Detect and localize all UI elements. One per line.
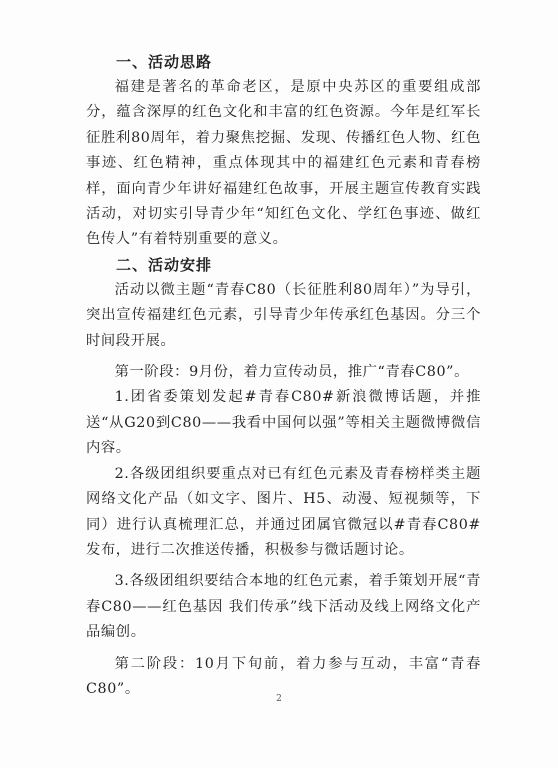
document-body: [86, 50, 481, 702]
section-2-paragraph-1: 活动以微主题“青春C80（长征胜利80周年）”为导引，突出宣传福建红色元素，引导青少年传承红色基因。分三个时间段开展。: [86, 281, 481, 349]
section-1-paragraph-1: 福建是著名的革命老区，是原中央苏区的重要组成部分，蕴含深厚的红色文化和丰富的红色资源。今年是红军长征胜利80周年，着力聚焦挖掘、发现、传播红色人物、红色事迹、红色精神，重点体现其中的福建红色元素和青春榜样，面向青少年讲好福建红色故事，开展主题宣传教育实践活动，对切实引导青少年“知红色文化、学红色事迹、做红色传人”有着特别重要的意义。: [86, 79, 481, 248]
section-2-paragraph-4: 2.各级团组织要重点对已有红色元素及青春榜样类主题网络文化产品（如文字、图片、H5、动漫、短视频等，下同）进行认真梳理汇总，并通过团属官微冠以#青春C80#发布，进行二次推送传播，积极参与微话题讨论。: [86, 465, 481, 558]
section-heading-2: 二、活动安排: [116, 255, 213, 274]
section-2-paragraph-2: 第一阶段：9月份，着力宣传动员，推广“青春C80”。: [114, 364, 469, 381]
page-number: 2: [276, 694, 282, 704]
section-2-paragraph-3: 1.团省委策划发起#青春C80#新浪微博话题，并推送“从G20到C80——我看中国何以强”等相关主题微博微信内容。: [86, 389, 481, 457]
section-2-paragraph-5: 3.各级团组织要结合本地的红色元素，着手策划开展“青春C80——红色基因 我们传承”线下活动及线上网络文化产品编创。: [86, 573, 481, 641]
section-2-paragraph-6: 第二阶段：10月下旬前，着力参与互动，丰富“青春C80”。: [86, 655, 481, 697]
section-heading-1: 一、活动思路: [116, 53, 213, 71]
